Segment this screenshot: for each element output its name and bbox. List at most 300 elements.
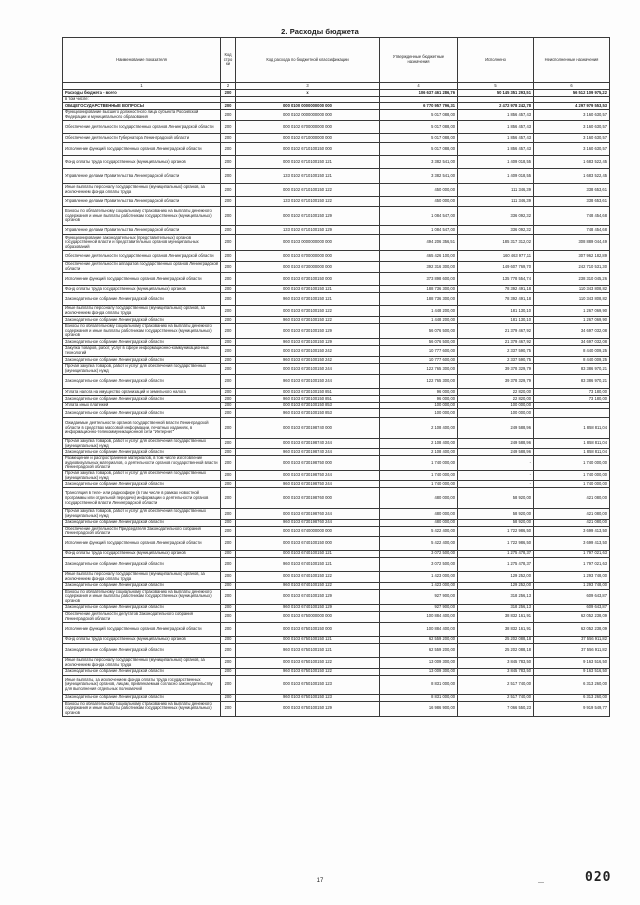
row-class-code: 000 0103 6730000000 000 xyxy=(236,262,380,273)
table-row xyxy=(63,197,610,207)
row-executed: 181 130,10 xyxy=(458,306,534,317)
table-row xyxy=(63,471,610,481)
row-executed: 39 378 329,79 xyxy=(458,364,534,375)
row-name: Законодательное собрание Ленинградской области xyxy=(63,519,221,526)
row-line-code: 200 xyxy=(221,324,236,339)
row-class-code: 000 0102 6710100150 000 xyxy=(236,143,380,156)
row-executed: 100 000,00 xyxy=(458,403,534,409)
row-unexecuted: 421 080,00 xyxy=(534,509,610,519)
row-approved: 480 000,00 xyxy=(380,488,458,509)
table-row xyxy=(63,571,610,582)
row-name: Законодательное собрание Ленинградской области xyxy=(63,668,221,675)
row-approved: 10 777 600,00 xyxy=(380,346,458,357)
row-name: Законодательное собрание Ленинградской области xyxy=(63,557,221,571)
row-approved: 1 084 547,00 xyxy=(380,207,458,226)
row-line-code: 200 xyxy=(221,509,236,519)
table-row xyxy=(63,262,610,273)
table-row xyxy=(63,418,610,439)
table-row xyxy=(63,357,610,364)
row-unexecuted: 1 858 811,04 xyxy=(534,449,610,456)
row-executed: 1 856 457,43 xyxy=(458,143,534,156)
row-line-code: 200 xyxy=(221,103,236,110)
row-line-code: 200 xyxy=(221,197,236,207)
row-line-code: 200 xyxy=(221,536,236,550)
row-approved: 5 017 088,00 xyxy=(380,134,458,143)
row-name: Ожидаемые деятельности органов государственной власти Ленинградской области в средствах массовой информации, печатных изданиях, в информационно-телекоммуникационной сети "Интернет" xyxy=(63,418,221,439)
row-unexecuted: 3 160 630,57 xyxy=(534,143,610,156)
row-line-code: 200 xyxy=(221,622,236,636)
row-name: Трансляция в теле- или радиоэфире (в том числе в рамках новостной программы или отдельной передачи) информации о деятельности органов государственной власти Ленинградской области xyxy=(63,488,221,509)
row-line-code: 200 xyxy=(221,519,236,526)
row-approved: 13 009 300,00 xyxy=(380,668,458,675)
row-approved: 8 831 000,00 xyxy=(380,694,458,701)
row-class-code: 000 0103 6730100150 121 xyxy=(236,286,380,293)
row-unexecuted: 9 163 516,50 xyxy=(534,668,610,675)
row-unexecuted: 1 683 522,45 xyxy=(534,169,610,184)
row-approved: 106 637 461 286,76 xyxy=(380,90,458,97)
table-row xyxy=(63,456,610,471)
row-unexecuted: 338 653,61 xyxy=(534,184,610,197)
row-approved: 100 884 400,00 xyxy=(380,622,458,636)
row-approved: 1 740 000,00 xyxy=(380,471,458,481)
row-executed: 58 920,00 xyxy=(458,519,534,526)
row-class-code: 960 0103 6740100150 129 xyxy=(236,604,380,611)
row-class-code: 000 0102 6710100150 129 xyxy=(236,207,380,226)
table-row xyxy=(63,324,610,339)
row-class-code: 000 0103 6730100150 244 xyxy=(236,364,380,375)
row-class-code: 000 0100 0000000000 000 xyxy=(236,103,380,110)
footer-dash: — xyxy=(538,880,544,886)
row-approved: 5 017 088,00 xyxy=(380,110,458,121)
row-line-code: 200 xyxy=(221,306,236,317)
row-line-code: 200 xyxy=(221,169,236,184)
row-name: Обеспечение деятельности Председателя Законодательного собрания Ленинградской области xyxy=(63,526,221,536)
table-row xyxy=(63,409,610,418)
row-name: Управление делами Правительства Ленинградской области xyxy=(63,226,221,235)
row-approved: 8 831 000,00 xyxy=(380,675,458,694)
row-unexecuted: 238 310 045,26 xyxy=(534,273,610,286)
row-approved: 96 000,00 xyxy=(380,389,458,396)
table-row xyxy=(63,110,610,121)
row-unexecuted: 1 683 522,45 xyxy=(534,156,610,169)
row-unexecuted: 308 889 044,49 xyxy=(534,235,610,251)
row-name: Закупка товаров, работ, услуг в сфере информационно-коммуникационных технологий xyxy=(63,346,221,357)
row-name: Законодательное собрание Ленинградской области xyxy=(63,604,221,611)
row-unexecuted: 83 386 970,21 xyxy=(534,364,610,375)
row-unexecuted: 748 454,68 xyxy=(534,226,610,235)
table-row xyxy=(63,207,610,226)
row-name: Фонд оплаты труда государственных (муниципальных) органов xyxy=(63,550,221,557)
row-executed: 3 845 783,50 xyxy=(458,657,534,668)
row-line-code: 200 xyxy=(221,121,236,134)
row-name: Функционирование законодательных (представительных) органов государственной власти и представительных органов муниципальных образований xyxy=(63,235,221,251)
row-approved: 3 382 541,00 xyxy=(380,156,458,169)
row-class-code: 960 0103 6730198740 244 xyxy=(236,449,380,456)
row-class-code: 960 0103 6740100150 121 xyxy=(236,557,380,571)
table-row xyxy=(63,449,610,456)
row-class-code: 000 0103 6750100150 121 xyxy=(236,636,380,643)
column-number-row xyxy=(63,83,610,90)
row-unexecuted: 8 440 009,25 xyxy=(534,346,610,357)
row-unexecuted: 6 313 260,00 xyxy=(534,694,610,701)
row-class-code: 960 0103 6730100150 851 xyxy=(236,396,380,403)
row-name: Фонд оплаты труда государственных (муниципальных) органов xyxy=(63,636,221,643)
row-executed: 336 092,32 xyxy=(458,226,534,235)
table-row xyxy=(63,439,610,449)
row-name: Уплата налога на имущество организаций и земельного налога xyxy=(63,389,221,396)
column-number: 5 xyxy=(458,83,534,90)
table-row xyxy=(63,589,610,604)
row-name: Взносы по обязательному социальному страхованию на выплаты денежного содержания и иные выплаты работникам государственных (муниципальных) органов xyxy=(63,207,221,226)
row-line-code: 200 xyxy=(221,90,236,97)
row-class-code: 000 0103 6740100150 000 xyxy=(236,536,380,550)
row-class-code: 000 0103 6740100150 121 xyxy=(236,550,380,557)
row-unexecuted: 3 160 630,57 xyxy=(534,121,610,134)
table-row xyxy=(63,339,610,346)
row-line-code: 200 xyxy=(221,403,236,409)
row-unexecuted: 1 740 000,00 xyxy=(534,471,610,481)
row-name: Законодательное собрание Ленинградской области xyxy=(63,396,221,403)
row-unexecuted: 1 267 069,90 xyxy=(534,306,610,317)
table-row xyxy=(63,536,610,550)
row-unexecuted: 110 343 808,82 xyxy=(534,293,610,306)
row-executed: - xyxy=(458,471,534,481)
row-unexecuted: 3 699 413,50 xyxy=(534,536,610,550)
row-line-code: 200 xyxy=(221,481,236,488)
row-approved: 3 382 541,00 xyxy=(380,169,458,184)
row-approved: 1 740 000,00 xyxy=(380,481,458,488)
row-class-code: 000 0102 6710100150 122 xyxy=(236,184,380,197)
row-executed: 1 856 457,43 xyxy=(458,121,534,134)
row-executed: 25 202 088,18 xyxy=(458,636,534,643)
table-row xyxy=(63,143,610,156)
table-row xyxy=(63,273,610,286)
row-unexecuted: 110 343 808,82 xyxy=(534,286,610,293)
table-row xyxy=(63,184,610,197)
row-class-code: 960 0103 6730100150 129 xyxy=(236,339,380,346)
row-approved: 2 108 400,00 xyxy=(380,439,458,449)
row-approved: 100 000,00 xyxy=(380,403,458,409)
row-class-code: 960 0103 6740100150 122 xyxy=(236,582,380,589)
row-line-code: 200 xyxy=(221,286,236,293)
table-row xyxy=(63,582,610,589)
column-number: 6 xyxy=(534,83,610,90)
row-approved: 5 422 400,00 xyxy=(380,536,458,550)
row-line-code: 200 xyxy=(221,668,236,675)
row-line-code: 200 xyxy=(221,357,236,364)
row-name: Законодательное собрание Ленинградской области xyxy=(63,317,221,324)
row-unexecuted: 609 643,87 xyxy=(534,589,610,604)
row-class-code: 000 0103 6700000000 000 xyxy=(236,251,380,262)
row-line-code: 200 xyxy=(221,389,236,396)
row-executed: 78 392 491,18 xyxy=(458,286,534,293)
row-approved: 96 000,00 xyxy=(380,396,458,403)
row-class-code: 000 0103 6730100150 129 xyxy=(236,324,380,339)
table-row xyxy=(63,643,610,657)
row-executed: 249 588,96 xyxy=(458,439,534,449)
row-executed: 7 066 550,23 xyxy=(458,701,534,716)
row-class-code: 000 0103 6740100150 129 xyxy=(236,589,380,604)
row-line-code: 200 xyxy=(221,409,236,418)
row-name: ОБЩЕГОСУДАРСТВЕННЫЕ ВОПРОСЫ xyxy=(63,103,221,110)
row-unexecuted: 37 556 911,82 xyxy=(534,643,610,657)
row-executed: 1 722 986,50 xyxy=(458,536,534,550)
row-executed: 38 832 161,91 xyxy=(458,611,534,622)
row-executed: 100 000,00 xyxy=(458,409,534,418)
stamp-number: 020 xyxy=(585,870,612,885)
row-line-code: 200 xyxy=(221,235,236,251)
row-executed: 1 856 457,43 xyxy=(458,110,534,121)
row-name: Законодательное собрание Ленинградской области xyxy=(63,339,221,346)
row-unexecuted: 1 797 021,63 xyxy=(534,557,610,571)
row-line-code: 200 xyxy=(221,589,236,604)
table-row xyxy=(63,604,610,611)
row-line-code: 200 xyxy=(221,110,236,121)
column-number: 4 xyxy=(380,83,458,90)
row-name: Исполнение функций государственных органов Ленинградской области xyxy=(63,622,221,636)
header-unexecuted: Неисполненные назначения xyxy=(534,38,610,83)
row-executed: 318 256,13 xyxy=(458,589,534,604)
row-name: Фонд оплаты труда государственных (муниципальных) органов xyxy=(63,156,221,169)
table-row xyxy=(63,317,610,324)
table-row xyxy=(63,375,610,389)
table-row xyxy=(63,622,610,636)
row-executed: 111 346,39 xyxy=(458,197,534,207)
row-line-code: 200 xyxy=(221,557,236,571)
row-class-code: x xyxy=(236,90,380,97)
row-unexecuted: 73 180,00 xyxy=(534,396,610,403)
row-line-code: 200 xyxy=(221,364,236,375)
row-class-code: 960 0103 6730100150 853 xyxy=(236,409,380,418)
table-row xyxy=(63,611,610,622)
row-unexecuted xyxy=(534,409,610,418)
row-approved: 450 000,00 xyxy=(380,197,458,207)
row-name: Взносы по обязательному социальному страхованию на выплаты денежного содержания и иные выплаты работникам государственных (муниципальных) органов xyxy=(63,701,221,716)
row-approved: 62 559 200,00 xyxy=(380,636,458,643)
table-row xyxy=(63,306,610,317)
row-unexecuted: 62 052 238,09 xyxy=(534,611,610,622)
row-unexecuted: 37 556 911,82 xyxy=(534,636,610,643)
row-name: Законодательное собрание Ленинградской области xyxy=(63,357,221,364)
row-line-code: 200 xyxy=(221,375,236,389)
row-class-code: 960 0103 6730100150 242 xyxy=(236,357,380,364)
row-name: Иные выплаты, за исключением фонда оплаты труда государственных (муниципальных) органов, лицам, привлекаемым согласно законодательству для выполнения отдельных полномочий xyxy=(63,675,221,694)
row-class-code: 000 0103 6730100150 122 xyxy=(236,306,380,317)
table-row xyxy=(63,557,610,571)
table-row xyxy=(63,526,610,536)
row-unexecuted: 1 293 748,00 xyxy=(534,571,610,582)
row-unexecuted: 34 697 032,08 xyxy=(534,324,610,339)
table-row xyxy=(63,121,610,134)
row-executed: - xyxy=(458,456,534,471)
row-name: Иные выплаты персоналу государственных (муниципальных) органов, за исключением фонда оплаты труда xyxy=(63,306,221,317)
row-executed: 129 252,00 xyxy=(458,582,534,589)
row-executed: 21 379 467,92 xyxy=(458,339,534,346)
row-name: Иные выплаты персоналу государственных (муниципальных) органов, за исключением фонда оплаты труда xyxy=(63,657,221,668)
row-class-code: 000 0102 6700000000 000 xyxy=(236,121,380,134)
row-approved: 392 316 300,00 xyxy=(380,262,458,273)
row-name: Обеспечение деятельности государственных органов Ленинградской области xyxy=(63,121,221,134)
row-unexecuted: 338 653,61 xyxy=(534,197,610,207)
row-name: Прочая закупка товаров, работ и услуг для обеспечения государственных (муниципальных) нужд xyxy=(63,364,221,375)
row-executed: 21 379 467,92 xyxy=(458,324,534,339)
row-approved: 122 765 300,00 xyxy=(380,375,458,389)
row-line-code: 200 xyxy=(221,604,236,611)
row-name: Прочая закупка товаров, работ и услуг для обеспечения государственных (муниципальных) нужд xyxy=(63,471,221,481)
column-number: 2 xyxy=(221,83,236,90)
row-executed: 1 856 457,43 xyxy=(458,134,534,143)
row-approved: 188 736 300,00 xyxy=(380,286,458,293)
row-class-code: 000 0103 6730100150 242 xyxy=(236,346,380,357)
row-executed: 336 092,32 xyxy=(458,207,534,226)
row-unexecuted: 1 740 000,00 xyxy=(534,456,610,471)
row-unexecuted: 6 313 260,00 xyxy=(534,675,610,694)
row-executed: 149 607 769,70 xyxy=(458,262,534,273)
row-executed: 2 337 590,75 xyxy=(458,346,534,357)
table-row xyxy=(63,657,610,668)
row-line-code: 200 xyxy=(221,251,236,262)
row-approved: 480 000,00 xyxy=(380,509,458,519)
row-line-code: 200 xyxy=(221,339,236,346)
header-executed: Исполнено xyxy=(458,38,534,83)
row-approved: 188 736 300,00 xyxy=(380,293,458,306)
row-executed: 1 409 018,55 xyxy=(458,156,534,169)
row-unexecuted: 9 919 549,77 xyxy=(534,701,610,716)
row-class-code: 000 0103 6750100150 122 xyxy=(236,657,380,668)
table-header-row xyxy=(63,38,610,83)
row-unexecuted: 8 440 009,25 xyxy=(534,357,610,364)
row-approved: 1 740 000,00 xyxy=(380,456,458,471)
row-unexecuted: 1 267 069,90 xyxy=(534,317,610,324)
table-row xyxy=(63,509,610,519)
row-line-code: 200 xyxy=(221,675,236,694)
row-name: Исполнение функций государственных органов Ленинградской области xyxy=(63,273,221,286)
row-approved: 1 084 547,00 xyxy=(380,226,458,235)
row-name: Уплата иных платежей xyxy=(63,403,221,409)
row-approved: 927 900,00 xyxy=(380,589,458,604)
row-executed: - xyxy=(458,481,534,488)
row-approved: 62 559 200,00 xyxy=(380,643,458,657)
row-class-code: 000 0103 0000000000 000 xyxy=(236,235,380,251)
row-executed: 58 920,00 xyxy=(458,509,534,519)
table-row xyxy=(63,488,610,509)
row-unexecuted: 1 858 811,04 xyxy=(534,439,610,449)
row-name: Законодательное собрание Ленинградской области xyxy=(63,293,221,306)
row-name: Законодательное собрание Ленинградской области xyxy=(63,643,221,657)
row-approved: 100 000,00 xyxy=(380,409,458,418)
row-name: Законодательное собрание Ленинградской области xyxy=(63,409,221,418)
row-class-code: 000 0103 6730198760 000 xyxy=(236,488,380,509)
row-class-code: 960 0103 6730100150 244 xyxy=(236,375,380,389)
row-class-code: 000 0103 6750100150 129 xyxy=(236,701,380,716)
header-line-code: Код стро ки xyxy=(221,38,236,83)
row-name: Расходы бюджета - всего xyxy=(63,90,221,97)
table-row xyxy=(63,293,610,306)
row-class-code: 000 0103 6730100150 851 xyxy=(236,389,380,396)
row-unexecuted: 56 512 109 975,22 xyxy=(534,90,610,97)
table-row xyxy=(63,396,610,403)
table-row xyxy=(63,251,610,262)
row-line-code: 200 xyxy=(221,156,236,169)
row-name: Функционирование высшего должностного лица субъекта Российской Федерации и муниципального образования xyxy=(63,110,221,121)
row-approved: 1 423 000,00 xyxy=(380,571,458,582)
row-line-code: 200 xyxy=(221,262,236,273)
row-executed: 160 463 977,11 xyxy=(458,251,534,262)
row-name: Взносы по обязательному социальному страхованию на выплаты денежного содержания и иные выплаты работникам государственных (муниципальных) органов xyxy=(63,589,221,604)
row-unexecuted: 73 180,00 xyxy=(534,389,610,396)
row-executed: 2 337 590,75 xyxy=(458,357,534,364)
row-line-code: 200 xyxy=(221,134,236,143)
row-name: Обеспечение деятельности аппаратов государственных органов Ленинградской области xyxy=(63,262,221,273)
row-line-code: 200 xyxy=(221,226,236,235)
table-row xyxy=(63,134,610,143)
table-row xyxy=(63,694,610,701)
row-executed: 22 820,00 xyxy=(458,389,534,396)
row-approved: 465 426 100,00 xyxy=(380,251,458,262)
row-class-code: 000 0103 6740000000 000 xyxy=(236,526,380,536)
row-executed: 1 275 478,37 xyxy=(458,550,534,557)
row-class-code: 133 0102 6710100150 129 xyxy=(236,226,380,235)
row-approved: 10 777 600,00 xyxy=(380,357,458,364)
row-approved: 3 072 500,00 xyxy=(380,557,458,571)
row-line-code: 200 xyxy=(221,582,236,589)
row-executed: 1 722 986,50 xyxy=(458,526,534,536)
row-name: Иные выплаты персоналу государственных (муниципальных) органов, за исключением фонда оплаты труда xyxy=(63,184,221,197)
row-name: Исполнение функций государственных органов Ленинградской области xyxy=(63,143,221,156)
row-name: в том числе: xyxy=(63,97,221,103)
row-approved: 56 076 500,00 xyxy=(380,339,458,346)
row-unexecuted: 34 697 032,08 xyxy=(534,339,610,346)
row-name: Законодательное собрание Ленинградской области xyxy=(63,375,221,389)
row-executed: 181 130,10 xyxy=(458,317,534,324)
row-executed: 1 409 018,55 xyxy=(458,169,534,184)
row-name: Обеспечение деятельности депутатов Законодательного собрания Ленинградской области xyxy=(63,611,221,622)
row-class-code: 960 0103 6730100150 121 xyxy=(236,293,380,306)
page-title: 2. Расходы бюджета xyxy=(281,27,359,36)
row-line-code: 200 xyxy=(221,657,236,668)
table-row xyxy=(63,364,610,375)
row-approved: 16 986 900,00 xyxy=(380,701,458,716)
row-name: Обеспечение деятельности Губернатора Ленинградской области xyxy=(63,134,221,143)
row-executed: 111 346,39 xyxy=(458,184,534,197)
row-unexecuted: 1 740 000,00 xyxy=(534,481,610,488)
row-unexecuted: 1 797 021,63 xyxy=(534,550,610,557)
row-class-code: 000 0102 0000000000 000 xyxy=(236,110,380,121)
row-name: Управление делами Правительства Ленинградской области xyxy=(63,169,221,184)
row-name: Размещение и распространение материалов, в том числе изготовление аудиовизуальных материалов, о деятельности органов государственной власти Ленинградской области xyxy=(63,456,221,471)
row-name: Иные выплаты персоналу государственных (муниципальных) органов, за исключением фонда оплаты труда xyxy=(63,571,221,582)
row-approved: 122 765 300,00 xyxy=(380,364,458,375)
row-unexecuted: 748 454,68 xyxy=(534,207,610,226)
row-unexecuted: 3 699 413,50 xyxy=(534,526,610,536)
table-row xyxy=(63,675,610,694)
row-executed: 22 820,00 xyxy=(458,396,534,403)
row-line-code: 200 xyxy=(221,526,236,536)
row-line-code: 200 xyxy=(221,317,236,324)
header-approved: Утвержденные бюджетные назначения xyxy=(380,38,458,83)
row-unexecuted: 83 386 970,21 xyxy=(534,375,610,389)
page-number: 17 xyxy=(316,878,324,884)
row-unexecuted: 307 962 182,89 xyxy=(534,251,610,262)
row-unexecuted: 421 080,00 xyxy=(534,519,610,526)
row-class-code: 000 0102 6710000000 000 xyxy=(236,134,380,143)
row-line-code: 200 xyxy=(221,207,236,226)
row-class-code: 000 0103 6740100150 122 xyxy=(236,571,380,582)
row-name: Взносы по обязательному социальному страхованию на выплаты денежного содержания и иные выплаты работникам государственных (муниципальных) органов xyxy=(63,324,221,339)
row-unexecuted: 609 643,87 xyxy=(534,604,610,611)
row-executed: 2 472 978 242,78 xyxy=(458,103,534,110)
table-row xyxy=(63,389,610,396)
